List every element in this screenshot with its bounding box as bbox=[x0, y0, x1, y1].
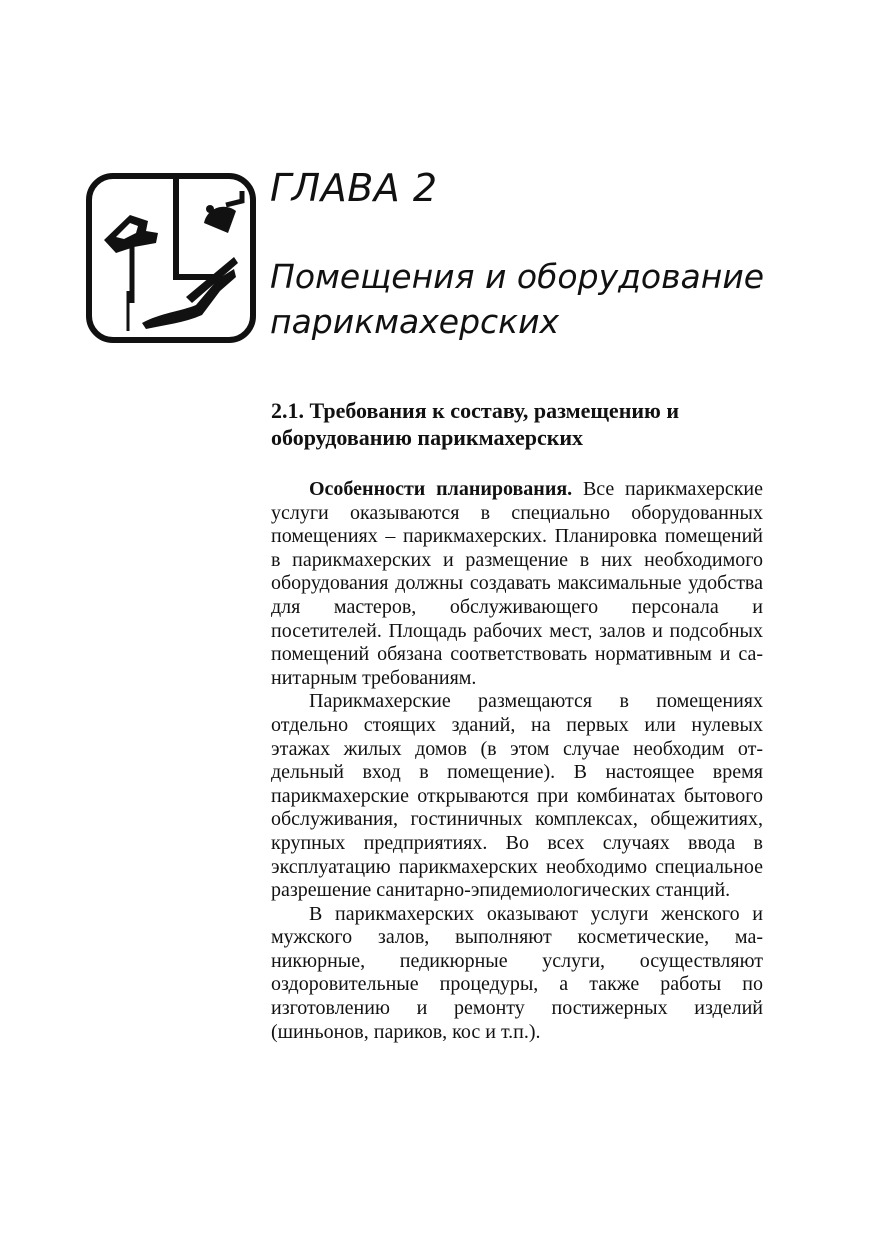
salon-chair-icon bbox=[142, 257, 238, 329]
chapter-emblem-icon bbox=[86, 173, 256, 343]
chapter-title: Помещения и оборудование парикмахерских bbox=[270, 257, 765, 341]
paragraph: В парикмахерских оказывают услуги женского и мужского залов, выполняют косметические, маникюрные, педикюрные услуги, осуществляют оздоровительные процедуры, а также работы по изготовлению и ремонту постижерных изделий (шиньонов, париков, кос и т.п.). bbox=[271, 902, 763, 1043]
body-text bbox=[271, 478, 763, 1044]
paragraph: Парикмахерские размещаются в помещениях отдельно стоящих зданий, на первых или нулевых этажах жилых домов (в этом случае необходим отдельный вход в помещение). В настоящее время парикмахерские открываются при комбинатах бытового обслуживания, гостиничных комплексах, общежитиях, крупных предприятиях. Во всех случаях ввода в эксплуатацию парикмахерских необходимо специальное разрешение санитарно-эпидемиологических станций. bbox=[271, 690, 763, 902]
paragraph-text: Все парикмахерские услуги оказываются в специально оборудованных помещениях – парикмахерских. Планировка помещений в парикмахерских и размещение в них необходимого оборудования должны создавать максимальные удобства для мастеров, обслуживающего персонала и посетителей. Площадь рабочих мест, залов и подсобных помещений обязана соответствовать нормативным и санитарным требованиям. bbox=[271, 478, 763, 689]
salon-lamp-icon bbox=[204, 191, 242, 233]
section-title: 2.1. Требования к составу, размещению и оборудованию парикмахерских bbox=[271, 398, 680, 450]
hair-dryer-icon bbox=[104, 215, 158, 331]
chapter-label: ГЛАВА 2 bbox=[270, 166, 438, 210]
paragraph-run-in-heading: Особенности планирования. bbox=[309, 478, 573, 500]
paragraph bbox=[271, 478, 763, 690]
